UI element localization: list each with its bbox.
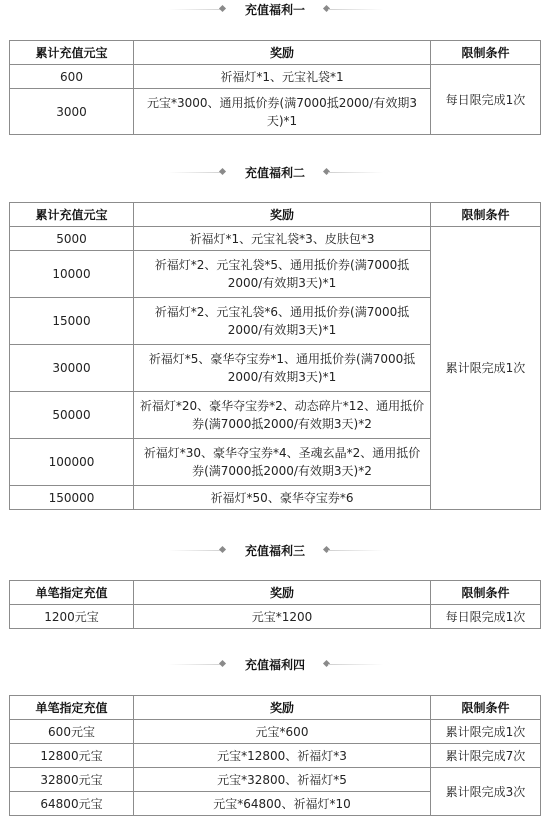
title-divider-right — [328, 664, 384, 665]
header-amount: 单笔指定充值 — [10, 581, 134, 605]
amount-cell: 12800元宝 — [10, 744, 134, 768]
header-reward: 奖励 — [134, 203, 431, 227]
limit-cell: 累计限完成3次 — [431, 768, 541, 816]
header-amount: 单笔指定充值 — [10, 696, 134, 720]
amount-cell: 100000 — [10, 439, 134, 486]
reward-cell: 元宝*32800、祈福灯*5 — [134, 768, 431, 792]
header-limit: 限制条件 — [431, 581, 541, 605]
amount-cell: 600 — [10, 65, 134, 89]
amount-cell: 5000 — [10, 227, 134, 251]
header-amount: 累计充值元宝 — [10, 203, 134, 227]
table-row — [10, 720, 541, 744]
header-amount: 累计充值元宝 — [10, 41, 134, 65]
header-reward: 奖励 — [134, 581, 431, 605]
table-header-row — [10, 203, 541, 227]
limit-cell: 每日限完成1次 — [431, 605, 541, 629]
section-heading: 充值福利三 — [244, 544, 305, 558]
amount-cell: 3000 — [10, 89, 134, 135]
table-header-row — [10, 696, 541, 720]
reward-cell: 元宝*12800、祈福灯*3 — [134, 744, 431, 768]
reward-table-1 — [9, 40, 541, 135]
title-divider-right — [328, 550, 384, 551]
table-row — [10, 744, 541, 768]
header-limit: 限制条件 — [431, 203, 541, 227]
amount-cell: 30000 — [10, 345, 134, 392]
header-limit: 限制条件 — [431, 696, 541, 720]
reward-cell: 祈福灯*30、豪华夺宝券*4、圣魂玄晶*2、通用抵价券(满7000抵2000/有效期3天)*2 — [134, 439, 431, 486]
amount-cell: 64800元宝 — [10, 792, 134, 816]
reward-cell: 祈福灯*1、元宝礼袋*1 — [134, 65, 431, 89]
title-divider-right — [328, 172, 384, 173]
header-reward: 奖励 — [134, 41, 431, 65]
reward-cell: 祈福灯*50、豪华夺宝券*6 — [134, 486, 431, 510]
section-title-3 — [0, 541, 550, 561]
reward-table-4 — [9, 695, 541, 816]
reward-cell: 元宝*3000、通用抵价券(满7000抵2000/有效期3天)*1 — [134, 89, 431, 135]
section-heading: 充值福利四 — [244, 658, 305, 672]
amount-cell: 50000 — [10, 392, 134, 439]
amount-cell: 32800元宝 — [10, 768, 134, 792]
limit-cell: 每日限完成1次 — [431, 65, 541, 135]
limit-cell: 累计限完成7次 — [431, 744, 541, 768]
table-header-row — [10, 581, 541, 605]
reward-cell: 祈福灯*2、元宝礼袋*5、通用抵价券(满7000抵2000/有效期3天)*1 — [134, 251, 431, 298]
limit-cell: 累计限完成1次 — [431, 227, 541, 510]
reward-cell: 祈福灯*5、豪华夺宝券*1、通用抵价券(满7000抵2000/有效期3天)*1 — [134, 345, 431, 392]
reward-table-2 — [9, 202, 541, 510]
reward-cell: 元宝*64800、祈福灯*10 — [134, 792, 431, 816]
amount-cell: 15000 — [10, 298, 134, 345]
section-heading: 充值福利一 — [244, 3, 305, 17]
section-title-2 — [0, 163, 550, 183]
reward-cell: 祈福灯*20、豪华夺宝券*2、动态碎片*12、通用抵价券(满7000抵2000/有效期3天)*2 — [134, 392, 431, 439]
amount-cell: 1200元宝 — [10, 605, 134, 629]
table-row — [10, 65, 541, 89]
reward-cell: 元宝*1200 — [134, 605, 431, 629]
title-divider-right — [328, 9, 384, 10]
limit-cell: 累计限完成1次 — [431, 720, 541, 744]
table-row — [10, 227, 541, 251]
reward-cell: 祈福灯*1、元宝礼袋*3、皮肤包*3 — [134, 227, 431, 251]
reward-cell: 祈福灯*2、元宝礼袋*6、通用抵价券(满7000抵2000/有效期3天)*1 — [134, 298, 431, 345]
table-row — [10, 768, 541, 792]
amount-cell: 600元宝 — [10, 720, 134, 744]
amount-cell: 150000 — [10, 486, 134, 510]
section-heading: 充值福利二 — [244, 166, 305, 180]
header-limit: 限制条件 — [431, 41, 541, 65]
header-reward: 奖励 — [134, 696, 431, 720]
reward-table-3 — [9, 580, 541, 629]
section-title-1 — [0, 0, 550, 20]
table-header-row — [10, 41, 541, 65]
table-row — [10, 605, 541, 629]
amount-cell: 10000 — [10, 251, 134, 298]
reward-cell: 元宝*600 — [134, 720, 431, 744]
section-title-4 — [0, 655, 550, 675]
